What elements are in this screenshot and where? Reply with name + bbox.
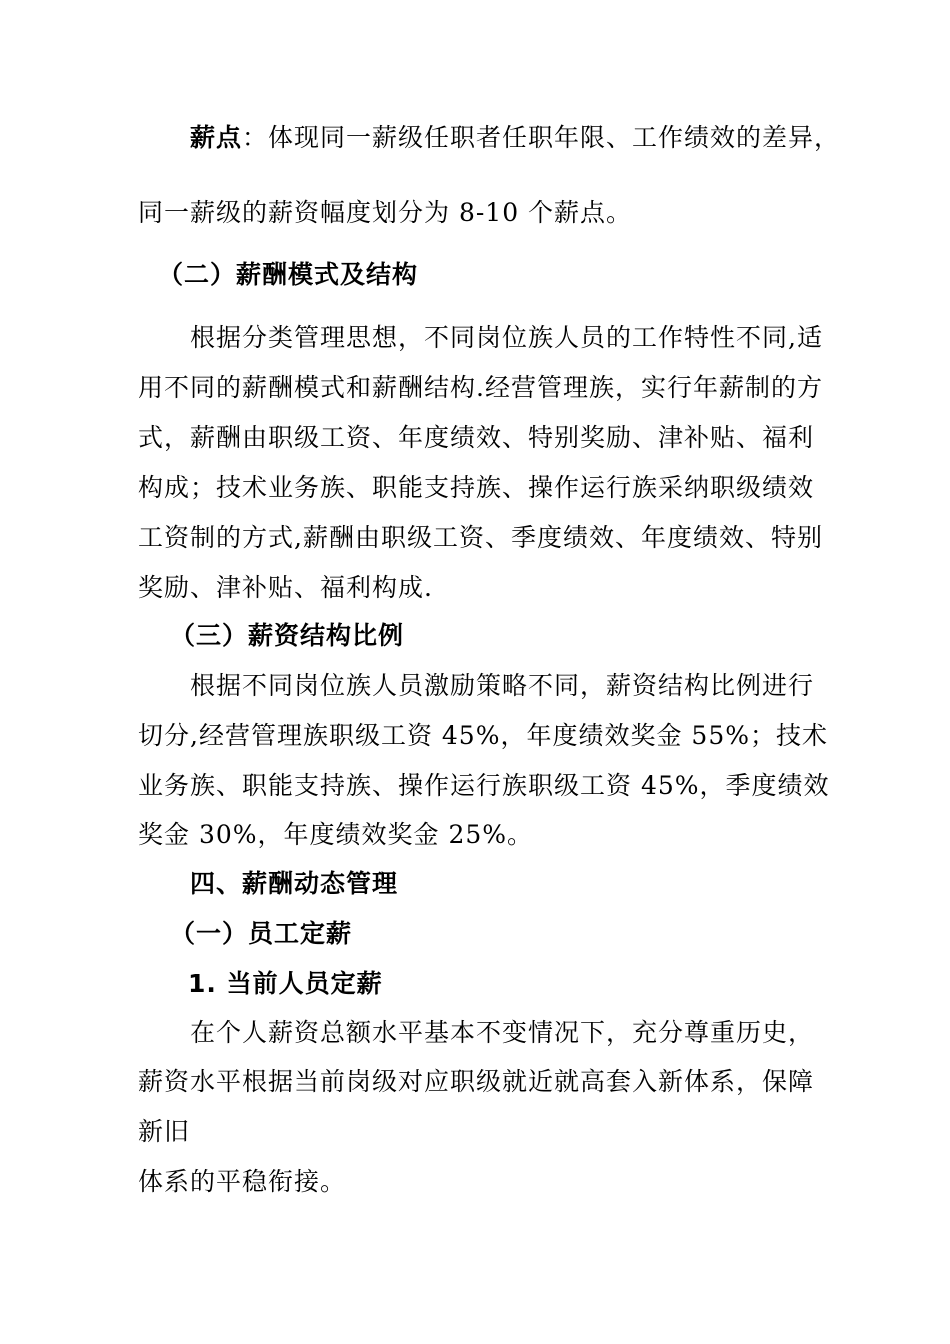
text-line: 用不同的薪酬模式和薪酬结构.经营管理族，实行年薪制的方 bbox=[138, 373, 823, 402]
text-line: 工资制的方式,薪酬由职级工资、季度绩效、年度绩效、特别 bbox=[138, 523, 823, 552]
salary-point-definition: ：体现同一薪级任职者任职年限、工作绩效的差异， bbox=[242, 123, 841, 152]
text-line: 根据分类管理思想，不同岗位族人员的工作特性不同,适 bbox=[190, 323, 823, 352]
text-line: 构成；技术业务族、职能支持族、操作运行族采纳职级绩效 bbox=[138, 473, 815, 502]
text-line: 新旧 bbox=[138, 1117, 191, 1146]
section-heading-2: （二）薪酬模式及结构 bbox=[158, 260, 419, 289]
text-line: 切分,经营管理族职级工资 45%，年度绩效奖金 55%；技术 bbox=[138, 721, 828, 750]
text-line: 在个人薪资总额水平基本不变情况下，充分尊重历史， bbox=[190, 1018, 815, 1047]
paragraph-salary-point bbox=[190, 122, 840, 154]
section-heading-1: （一）员工定薪 bbox=[170, 919, 353, 948]
chapter-heading-4: 四、薪酬动态管理 bbox=[190, 869, 399, 898]
text-line: 业务族、职能支持族、操作运行族职级工资 45%，季度绩效 bbox=[138, 771, 830, 800]
text-line: 奖金 30%，年度绩效奖金 25%。 bbox=[138, 820, 534, 849]
text-line: 体系的平稳衔接。 bbox=[138, 1167, 347, 1196]
subsection-heading-1: 1. 当前人员定薪 bbox=[188, 969, 383, 998]
text-line: 奖励、津补贴、福利构成. bbox=[138, 573, 433, 602]
term-salary-point: 薪点 bbox=[190, 123, 243, 152]
text-line: 薪资水平根据当前岗级对应职级就近就高套入新体系，保障 bbox=[138, 1067, 815, 1096]
section-heading-3: （三）薪资结构比例 bbox=[170, 621, 405, 650]
text-line: 根据不同岗位族人员激励策略不同，薪资结构比例进行 bbox=[190, 671, 815, 700]
text-line: 式，薪酬由职级工资、年度绩效、特别奖励、津补贴、福利 bbox=[138, 423, 815, 452]
text-line: 同一薪级的薪资幅度划分为 8-10 个薪点。 bbox=[138, 198, 633, 227]
